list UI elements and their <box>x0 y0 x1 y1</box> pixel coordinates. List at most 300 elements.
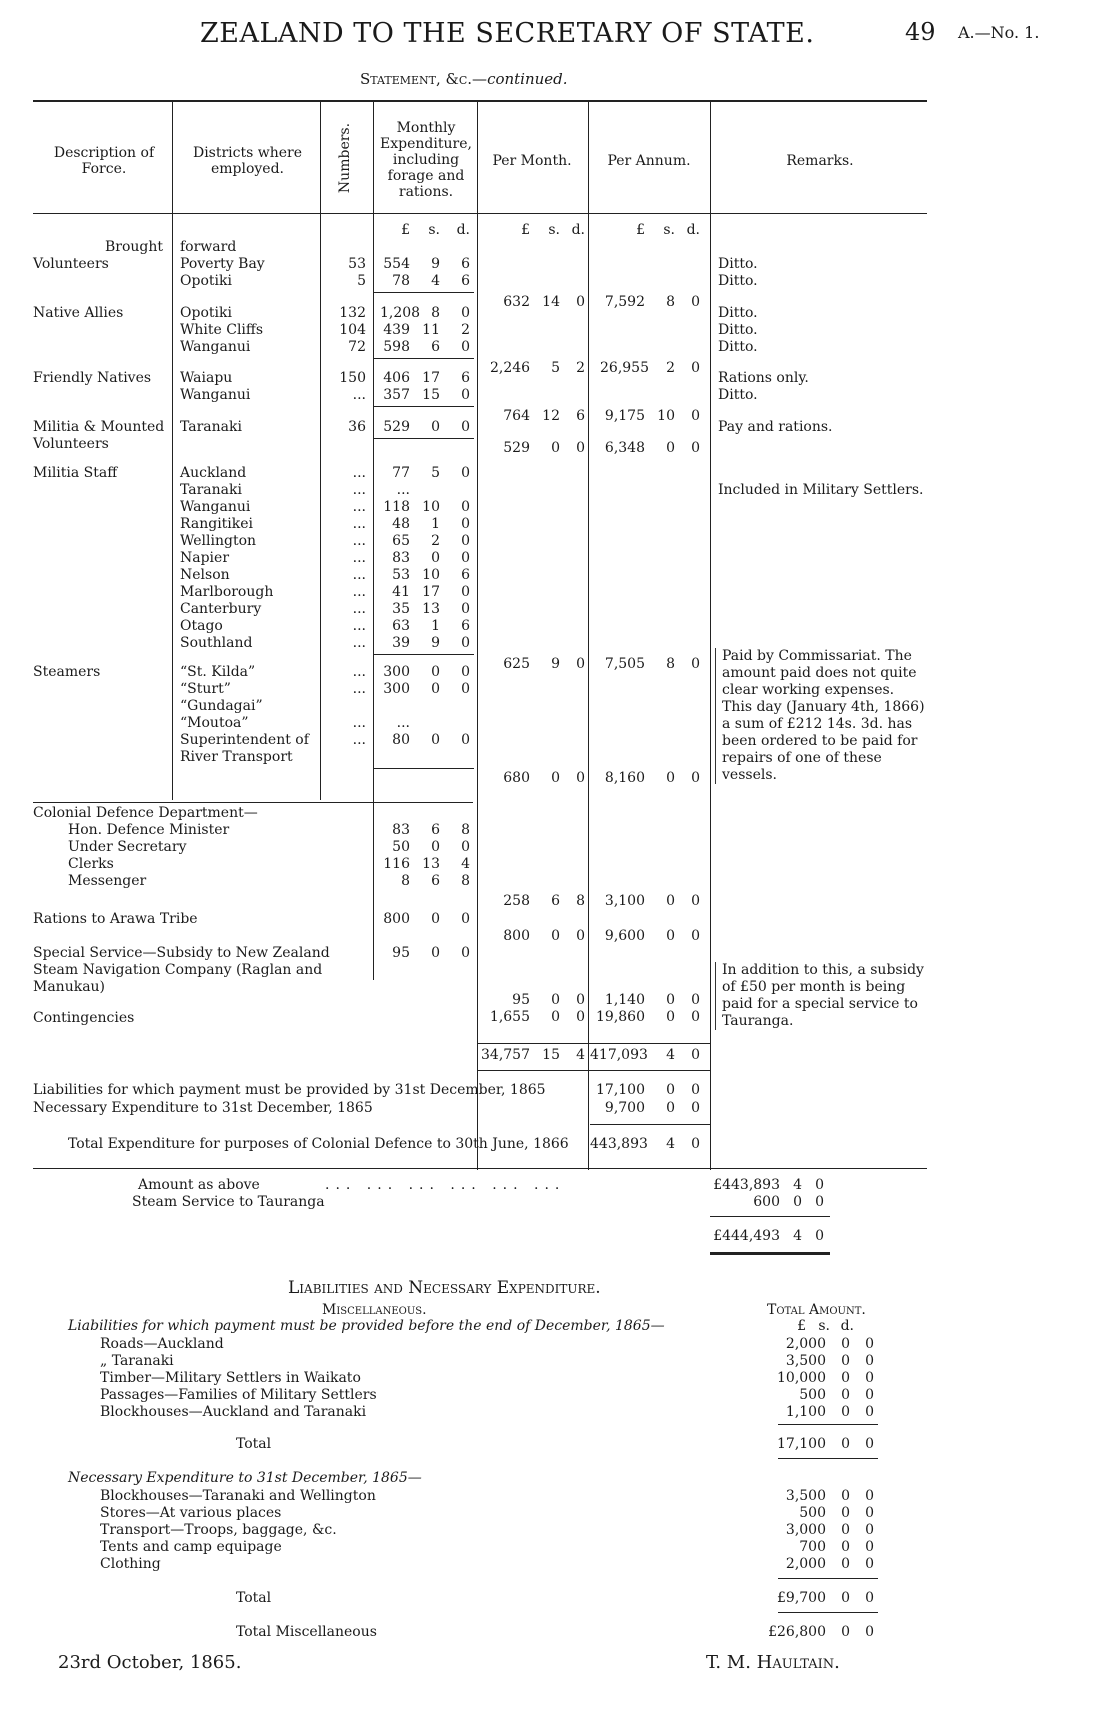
numbers-value: ... <box>352 664 366 680</box>
per-annum-amount-part: 0 <box>666 770 675 786</box>
summary-total-amount: £444,493 4 0 <box>713 1228 824 1244</box>
necessary-amount-part: 0 <box>865 1556 874 1572</box>
colonial-defence-per-month: 258 6 8 <box>503 893 585 909</box>
monthly-amount-part: 10 <box>422 499 440 515</box>
table-bottom-rule <box>33 1168 927 1169</box>
liability-amount <box>760 1353 874 1370</box>
monthly-amount-part: 1 <box>431 618 440 634</box>
district-name: Wellington <box>180 533 257 549</box>
liability-item: „ Taranaki <box>100 1353 174 1369</box>
col-divider <box>172 100 173 800</box>
page-number: 49 <box>905 18 936 46</box>
liab-units: £ s. d. <box>797 1318 854 1334</box>
monthly-amount-part: 17 <box>422 370 440 386</box>
nec-title: Necessary Expenditure to 31st December, 1865— <box>68 1470 422 1486</box>
monthly-amount-part: 1,208 <box>380 305 421 321</box>
monthly-amount-part: 39 <box>392 635 410 651</box>
necessary-amount <box>760 1505 874 1522</box>
district-name: Taranaki <box>180 482 242 498</box>
remark-text: Ditto. <box>718 322 758 338</box>
per-annum-amount-part: 6,348 <box>604 440 645 456</box>
summary-row-label: Steam Service to Tauranga <box>132 1194 325 1210</box>
summary-double-rule <box>710 1252 830 1255</box>
monthly-amount-part: 11 <box>422 322 440 338</box>
per-annum-amount-part: 7,592 <box>604 294 645 310</box>
per-month-amount-part: 529 <box>503 440 530 456</box>
monthly-amount-part: 80 <box>392 732 410 748</box>
monthly-amount <box>380 715 470 732</box>
necessary-line-amount: 9,700 0 0 <box>604 1100 700 1116</box>
monthly-amount-part: 406 <box>383 370 410 386</box>
necessary-item: Clothing <box>100 1556 161 1572</box>
monthly-amount-part: 0 <box>461 584 470 600</box>
necessary-item: Blockhouses—Taranaki and Wellington <box>100 1488 376 1504</box>
monthly-amount-part: 598 <box>383 339 410 355</box>
page-title: ZEALAND TO THE SECRETARY OF STATE. <box>200 18 815 49</box>
subtotal-rule <box>374 358 474 359</box>
monthly-amount-part: 78 <box>392 273 410 289</box>
monthly-amount-part: 0 <box>461 465 470 481</box>
liab-total-rule <box>778 1424 878 1425</box>
monthly-amount <box>380 482 470 499</box>
per-month-amount-part: 0 <box>576 440 585 456</box>
per-month-amount-part: 0 <box>551 770 560 786</box>
liability-amount-part: 0 <box>841 1353 850 1369</box>
remark-line: This day (January 4th, 1866) <box>722 699 925 715</box>
district-name: Marlborough <box>180 584 274 600</box>
monthly-amount-part: 0 <box>461 305 470 321</box>
numbers-value: 132 <box>339 305 366 321</box>
col-header-per-annum: Per Annum. <box>607 153 691 169</box>
monthly-amount-part: 529 <box>383 419 410 435</box>
numbers-value: ... <box>352 635 366 651</box>
necessary-amount-part: 0 <box>865 1505 874 1521</box>
monthly-amount-part: 0 <box>461 516 470 532</box>
district-name: “Sturt” <box>180 681 231 697</box>
district-name: Wanganui <box>180 339 251 355</box>
district-name: Canterbury <box>180 601 262 617</box>
per-annum-amount-part: 9,175 <box>604 408 645 424</box>
monthly-amount-part: 0 <box>431 732 440 748</box>
remark-line: vessels. <box>722 767 777 783</box>
per-annum-amount <box>600 294 700 311</box>
forward-label: forward <box>180 239 237 255</box>
district-name: Auckland <box>180 465 247 481</box>
monthly-amount-part: 15 <box>422 387 440 403</box>
monthly-amount <box>380 567 470 584</box>
remark-text: Included in Military Settlers. <box>718 482 924 498</box>
rations-arawa-label: Rations to Arawa Tribe <box>33 911 198 927</box>
colonial-defence-item: Clerks <box>68 856 114 872</box>
colonial-defence-amount-part: 0 <box>461 839 470 855</box>
monthly-amount-part: 0 <box>461 601 470 617</box>
per-month-amount <box>490 656 585 673</box>
liability-amount-part: 0 <box>841 1387 850 1403</box>
special-service-monthly: 95 0 0 <box>392 945 470 961</box>
footer-date: 23rd October, 1865. <box>58 1652 242 1673</box>
units-monthly: £ s. d. <box>401 222 470 238</box>
total-colonial-defence-amount: 443,893 4 0 <box>590 1136 700 1152</box>
per-month-amount-part: 0 <box>576 656 585 672</box>
numbers-value: ... <box>352 499 366 515</box>
colonial-defence-amount-part: 8 <box>461 873 470 889</box>
numbers-value: 150 <box>339 370 366 386</box>
col-divider <box>373 100 374 980</box>
monthly-amount-part: 0 <box>461 550 470 566</box>
col-header-remarks: Remarks. <box>786 153 854 169</box>
per-month-amount-part: 680 <box>503 770 530 786</box>
monthly-amount <box>380 256 470 273</box>
liability-amount <box>760 1336 874 1353</box>
necessary-item: Tents and camp equipage <box>100 1539 282 1555</box>
monthly-amount-part: 439 <box>383 322 410 338</box>
monthly-amount-part: 300 <box>383 664 410 680</box>
nec-total-label: Total <box>236 1590 272 1606</box>
force-name: Volunteers <box>33 256 109 272</box>
per-month-amount-part: 2,246 <box>490 360 531 376</box>
liability-amount-part: 10,000 <box>777 1370 826 1386</box>
special-service-per-month: 95 0 0 <box>512 992 585 1008</box>
district-name: Superintendent of <box>180 732 309 748</box>
numbers-value: ... <box>352 584 366 600</box>
liability-amount-part: 0 <box>865 1387 874 1403</box>
monthly-amount <box>380 339 470 356</box>
monthly-amount-part: 0 <box>461 681 470 697</box>
per-annum-amount-part: 7,505 <box>604 656 645 672</box>
monthly-amount-part: 77 <box>392 465 410 481</box>
numbers-value: ... <box>352 618 366 634</box>
district-name: River Transport <box>180 749 293 765</box>
special-service-remark: In addition to this, a subsidy of £50 per month is being paid for a special service to Tauranga. <box>715 962 924 1030</box>
numbers-value: ... <box>352 387 366 403</box>
liab-total-rule <box>778 1458 878 1459</box>
monthly-amount-part: 9 <box>431 256 440 272</box>
necessary-amount-part: 0 <box>841 1488 850 1504</box>
monthly-amount-part: ... <box>396 482 410 498</box>
grand-total-rule <box>478 1043 710 1044</box>
monthly-amount-part: 0 <box>461 732 470 748</box>
district-name: “St. Kilda” <box>180 664 256 680</box>
liability-item: Timber—Military Settlers in Waikato <box>100 1370 361 1386</box>
liability-amount-part: 0 <box>841 1370 850 1386</box>
nec-total-rule <box>778 1578 878 1579</box>
colonial-defence-amount-part: 8 <box>461 822 470 838</box>
monthly-amount-part: 0 <box>461 664 470 680</box>
numbers-value: ... <box>352 732 366 748</box>
liab-total-amount: 17,100 0 0 <box>777 1436 874 1452</box>
col-header-monthly: Monthly Expenditure, including forage and rations. <box>380 120 472 200</box>
per-annum-amount-part: 2 <box>666 360 675 376</box>
colonial-defence-amount <box>380 873 470 890</box>
necessary-amount-part: 0 <box>865 1522 874 1538</box>
per-annum-amount-part: 10 <box>657 408 675 424</box>
table-header-rule <box>33 213 927 214</box>
per-month-amount-part: 9 <box>551 656 560 672</box>
brought-label: Brought <box>105 239 164 255</box>
liability-amount-part: 0 <box>865 1404 874 1420</box>
necessary-amount-part: 0 <box>841 1522 850 1538</box>
numbers-value: ... <box>352 550 366 566</box>
monthly-amount-part: 17 <box>422 584 440 600</box>
misc-total-label: Total Miscellaneous <box>236 1624 377 1640</box>
remark-line: a sum of £212 14s. 3d. has <box>722 716 913 732</box>
per-annum-amount <box>600 656 700 673</box>
per-month-amount-part: 6 <box>576 408 585 424</box>
monthly-amount-part: 0 <box>431 664 440 680</box>
monthly-amount-part: 0 <box>431 419 440 435</box>
monthly-amount-part: 118 <box>383 499 410 515</box>
monthly-amount <box>380 465 470 482</box>
necessary-amount-part: 2,000 <box>785 1556 826 1572</box>
necessary-amount-part: 0 <box>841 1539 850 1555</box>
monthly-amount <box>380 419 470 436</box>
colonial-defence-item: Under Secretary <box>68 839 187 855</box>
necessary-amount-part: 0 <box>865 1539 874 1555</box>
remark-text: Ditto. <box>718 273 758 289</box>
liability-amount-part: 500 <box>799 1387 826 1403</box>
numbers-value: ... <box>352 715 366 731</box>
monthly-amount-part: 0 <box>461 499 470 515</box>
per-month-amount-part: 625 <box>503 656 530 672</box>
monthly-amount-part: 0 <box>431 550 440 566</box>
per-annum-amount-part: 8 <box>666 294 675 310</box>
monthly-amount <box>380 618 470 635</box>
per-annum-amount-part: 8 <box>666 656 675 672</box>
remark-block <box>715 648 925 784</box>
monthly-amount-part: 13 <box>422 601 440 617</box>
colonial-defence-per-annum: 3,100 0 0 <box>604 893 700 909</box>
per-annum-amount-part: 8,160 <box>604 770 645 786</box>
per-month-amount-part: 764 <box>503 408 530 424</box>
liability-amount-part: 1,100 <box>785 1404 826 1420</box>
monthly-amount-part: 1 <box>431 516 440 532</box>
subtotal-rule <box>374 438 474 439</box>
per-annum-amount-part: 0 <box>691 656 700 672</box>
liability-amount-part: 0 <box>865 1370 874 1386</box>
contingencies-per-annum: 19,860 0 0 <box>596 1009 700 1025</box>
district-name: “Gundagai” <box>180 698 263 714</box>
numbers-value: 104 <box>339 322 366 338</box>
numbers-value: ... <box>352 567 366 583</box>
liabilities-heading: Liabilities and Necessary Expenditure. <box>288 1278 601 1298</box>
monthly-amount-part: 6 <box>461 256 470 272</box>
liability-amount-part: 3,500 <box>785 1353 826 1369</box>
liability-amount <box>760 1387 874 1404</box>
colonial-defence-item: Messenger <box>68 873 147 889</box>
district-name: Opotiki <box>180 305 232 321</box>
subtotal-rule <box>374 654 474 655</box>
liability-item: Roads—Auckland <box>100 1336 224 1352</box>
liability-item: Passages—Families of Military Settlers <box>100 1387 377 1403</box>
district-name: Wanganui <box>180 499 251 515</box>
liability-amount-part: 0 <box>865 1353 874 1369</box>
rations-arawa-monthly: 800 0 0 <box>383 911 470 927</box>
col-header-numbers: Numbers. <box>337 122 353 194</box>
district-name: Wanganui <box>180 387 251 403</box>
colonial-defence-amount-part: 6 <box>431 873 440 889</box>
monthly-amount-part: 300 <box>383 681 410 697</box>
necessary-amount <box>760 1522 874 1539</box>
monthly-amount <box>380 322 470 339</box>
summary-rule <box>710 1216 830 1217</box>
misc-total-amount: £26,800 0 0 <box>768 1624 874 1640</box>
colonial-defence-amount-part: 6 <box>431 822 440 838</box>
col-header-per-month: Per Month. <box>492 153 572 169</box>
remark-text: Ditto. <box>718 256 758 272</box>
per-month-amount <box>490 360 585 377</box>
subtitle-continued: continued. <box>487 70 568 88</box>
colonial-defence-title: Colonial Defence Department— <box>33 805 258 821</box>
remark-text: Ditto. <box>718 305 758 321</box>
monthly-amount <box>380 601 470 618</box>
per-month-amount-part: 0 <box>551 440 560 456</box>
remark-text: Rations only. <box>718 370 809 386</box>
subtitle-main: Statement, &c.— <box>360 70 488 88</box>
monthly-amount-part: 0 <box>431 681 440 697</box>
col-divider <box>588 100 589 1170</box>
monthly-amount <box>380 273 470 290</box>
monthly-amount-part: 357 <box>383 387 410 403</box>
colonial-defence-amount-part: 50 <box>392 839 410 855</box>
necessary-amount-part: 3,500 <box>785 1488 826 1504</box>
per-annum-amount <box>600 360 700 377</box>
monthly-amount-part: 6 <box>461 370 470 386</box>
necessary-amount-part: 0 <box>841 1556 850 1572</box>
force-name: Militia Staff <box>33 465 118 481</box>
col-divider <box>710 100 711 1170</box>
liability-amount-part: 0 <box>841 1336 850 1352</box>
remark-line: amount paid does not quite <box>722 665 917 681</box>
monthly-amount <box>380 635 470 652</box>
colonial-defence-amount-part: 83 <box>392 822 410 838</box>
monthly-amount <box>380 499 470 516</box>
monthly-amount <box>380 664 470 681</box>
necessary-line-label: Necessary Expenditure to 31st December, 1865 <box>33 1100 373 1116</box>
monthly-amount <box>380 370 470 387</box>
necessary-amount-part: 0 <box>865 1488 874 1504</box>
necessary-amount <box>760 1488 874 1505</box>
numbers-value: ... <box>352 465 366 481</box>
grand-total-per-month: 34,757 15 4 <box>481 1047 585 1063</box>
rations-arawa-per-month: 800 0 0 <box>503 928 585 944</box>
necessary-amount-part: 0 <box>841 1505 850 1521</box>
monthly-amount-part: 6 <box>461 618 470 634</box>
remark-line: been ordered to be paid for <box>722 733 918 749</box>
monthly-amount-part: 63 <box>392 618 410 634</box>
per-month-amount-part: 5 <box>551 360 560 376</box>
per-month-amount <box>490 440 585 457</box>
total-rule <box>590 1124 710 1125</box>
monthly-amount-part: 35 <box>392 601 410 617</box>
district-name: Taranaki <box>180 419 242 435</box>
numbers-value: 5 <box>357 273 366 289</box>
per-annum-amount-part: 0 <box>691 360 700 376</box>
monthly-amount-part: 41 <box>392 584 410 600</box>
table-top-rule <box>33 100 927 102</box>
numbers-value: ... <box>352 482 366 498</box>
subtotal-rule <box>374 768 474 769</box>
monthly-amount <box>380 681 470 698</box>
district-name: Southland <box>180 635 253 651</box>
liab-total-label: Total <box>236 1436 272 1452</box>
document-reference: A.—No. 1. <box>958 23 1040 42</box>
per-month-amount <box>490 770 585 787</box>
liability-amount <box>760 1370 874 1387</box>
total-colonial-defence-label: Total Expenditure for purposes of Colonial Defence to 30th June, 1866 <box>68 1136 569 1152</box>
colonial-defence-amount-part: 8 <box>401 873 410 889</box>
numbers-value: ... <box>352 533 366 549</box>
nec-total-rule <box>778 1612 878 1613</box>
numbers-value: ... <box>352 516 366 532</box>
monthly-amount-part: 0 <box>461 387 470 403</box>
per-month-amount-part: 0 <box>576 770 585 786</box>
subtotal-rule <box>374 406 474 407</box>
monthly-amount-part: ... <box>396 715 410 731</box>
numbers-value: ... <box>352 681 366 697</box>
contingencies-per-month: 1,655 0 0 <box>489 1009 585 1025</box>
remark-line: repairs of one of these <box>722 750 882 766</box>
per-annum-amount-part: 0 <box>691 294 700 310</box>
liabilities-line-label: Liabilities for which payment must be provided by 31st December, 1865 <box>33 1082 546 1098</box>
monthly-amount-part: 65 <box>392 533 410 549</box>
colonial-defence-amount <box>380 856 470 873</box>
necessary-amount-part: 3,000 <box>785 1522 826 1538</box>
necessary-amount <box>760 1556 874 1573</box>
monthly-amount-part: 0 <box>461 339 470 355</box>
monthly-amount-part: 8 <box>431 305 440 321</box>
total-amount-heading: Total Amount. <box>767 1302 866 1318</box>
liability-item: Blockhouses—Auckland and Taranaki <box>100 1404 367 1420</box>
district-name: Opotiki <box>180 273 232 289</box>
monthly-amount <box>380 550 470 567</box>
statement-subtitle <box>360 70 568 88</box>
nec-total-amount: £9,700 0 0 <box>777 1590 874 1606</box>
misc-heading: Miscellaneous. <box>322 1302 427 1318</box>
monthly-amount-part: 5 <box>431 465 440 481</box>
monthly-amount-part: 9 <box>431 635 440 651</box>
force-name: Volunteers <box>33 436 109 452</box>
necessary-amount-part: 700 <box>799 1539 826 1555</box>
necessary-item: Stores—At various places <box>100 1505 282 1521</box>
monthly-amount <box>380 533 470 550</box>
district-name: Otago <box>180 618 223 634</box>
monthly-amount-part: 0 <box>461 533 470 549</box>
per-month-amount-part: 12 <box>542 408 560 424</box>
colonial-defence-amount-part: 0 <box>431 839 440 855</box>
remark-text: Ditto. <box>718 339 758 355</box>
district-name: Rangitikei <box>180 516 254 532</box>
liab-title: Liabilities for which payment must be provided before the end of December, 1865— <box>68 1318 665 1334</box>
footer-signature: T. M. Haultain. <box>706 1652 840 1673</box>
per-month-amount <box>490 294 585 311</box>
monthly-amount-part: 10 <box>422 567 440 583</box>
monthly-amount-part: 48 <box>392 516 410 532</box>
district-name: White Cliffs <box>180 322 264 338</box>
col-header-description: Description of Force. <box>53 145 155 177</box>
numbers-value: ... <box>352 601 366 617</box>
per-month-amount-part: 14 <box>542 294 560 310</box>
monthly-amount-part: 4 <box>431 273 440 289</box>
numbers-value: 72 <box>348 339 366 355</box>
liability-amount-part: 2,000 <box>785 1336 826 1352</box>
units-per-month: £ s. d. <box>521 222 585 238</box>
units-per-annum: £ s. d. <box>636 222 700 238</box>
per-annum-amount-part: 0 <box>666 440 675 456</box>
contingencies-label: Contingencies <box>33 1010 135 1026</box>
necessary-item: Transport—Troops, baggage, &c. <box>100 1522 337 1538</box>
colonial-defence-item: Hon. Defence Minister <box>68 822 230 838</box>
per-annum-amount <box>600 440 700 457</box>
